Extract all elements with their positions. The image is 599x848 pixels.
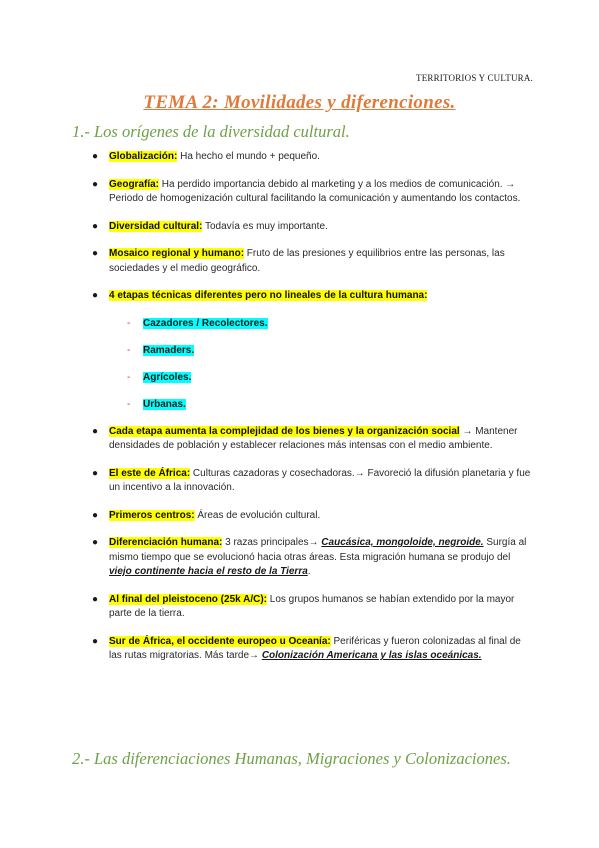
list-item: ● Al final del pleistoceno (25k A/C): Los grupos humanos se habían extendido por la mayor parte de la tierra.: [92, 593, 515, 619]
bullet-icon: ●: [92, 178, 99, 190]
bullet-icon: ●: [92, 290, 99, 301]
list-item: ● Sur de África, el occidente europeo u Oceanía: Periféricas y fueron colonizadas al final de las rutas migratorias. Más tarde→ Colonización Americana y las islas oceánicas.: [92, 635, 521, 661]
bullet-icon: ●: [92, 425, 99, 437]
list-item: ● Geografía: Ha perdido importancia debido al marketing y a los medios de comunicación. → Periodo de homogenización cultural facilitando la comunicación y aumentando los contactos.: [92, 178, 521, 204]
bullet-icon: ●: [92, 467, 99, 479]
bullet-icon: ●: [92, 248, 99, 259]
list-item: ● Cada etapa aumenta la complejidad de los bienes y la organización social → Mantener densidades de población y establecer relaciones más intensas con el medio ambiente.: [92, 425, 518, 451]
sub-list-item: - Cazadores / Recolectores.: [127, 317, 268, 329]
list-item: ● Primeros centros: Áreas de evolución cultural.: [92, 509, 532, 524]
dash-icon: -: [127, 317, 131, 329]
dash-icon: -: [127, 344, 131, 356]
list-item: ● Globalización: Ha hecho el mundo + pequeño.: [92, 150, 532, 165]
sub-list-item: - Ramaders.: [127, 344, 195, 356]
bullet-icon: ●: [92, 509, 99, 521]
list-item: ● 4 etapas técnicas diferentes pero no lineales de la cultura humana: - Cazadores / Recolectores. - Ramaders. - Agrícoles. - Urbanas.: [92, 289, 532, 412]
bullet-icon: ●: [92, 151, 99, 162]
list-item: ● Diversidad cultural: Todavía es muy importante.: [92, 220, 532, 235]
bullet-icon: ●: [92, 635, 99, 647]
list-item: ● El este de África: Culturas cazadoras y cosechadoras.→ Favoreció la difusión planetaria y fue un incentivo a la innovación.: [92, 467, 531, 493]
running-header: TERRITORIOS Y CULTURA.: [416, 73, 533, 83]
document-title: TEMA 2: Movilidades y diferenciones.: [143, 92, 456, 113]
sub-list: [127, 317, 532, 412]
dash-icon: -: [127, 371, 131, 383]
sub-list-item: - Agrícoles.: [127, 371, 192, 383]
bullet-icon: ●: [92, 220, 99, 232]
bullet-list: [92, 150, 532, 677]
list-item: ● Diferenciación humana: 3 razas principales→ Caucásica, mongoloide, negroide. Surgía al mismo tiempo que se evolucionó hacia otras áreas. Esta migración humana se produjo del viejo continente hacia el resto de la Tierra.: [92, 537, 527, 577]
section-2-heading: 2.- Las diferenciaciones Humanas, Migraciones y Colonizaciones.: [72, 749, 511, 768]
sub-list-item: - Urbanas.: [127, 398, 186, 410]
bullet-icon: ●: [92, 593, 99, 605]
section-1-heading: 1.- Los orígenes de la diversidad cultural.: [72, 122, 350, 141]
bullet-icon: ●: [92, 537, 99, 548]
dash-icon: -: [127, 398, 131, 410]
list-item: ● Mosaico regional y humano: Fruto de las presiones y equilibrios entre las personas, las sociedades y el medio geográfico.: [92, 248, 505, 274]
